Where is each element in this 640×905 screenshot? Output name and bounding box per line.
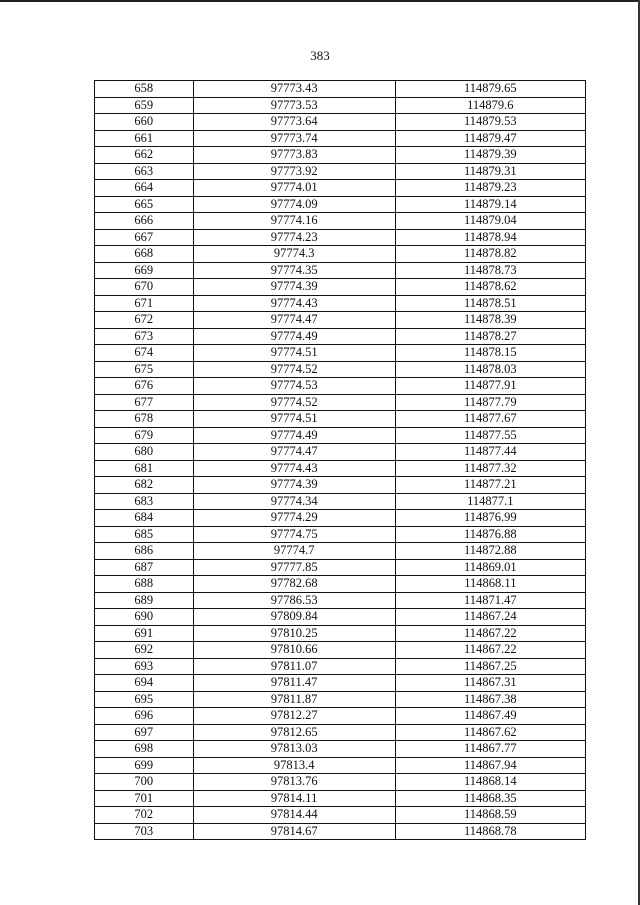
table-row [95,229,586,246]
point-id-cell: 698 [95,741,194,758]
y-coordinate-cell: 114867.38 [395,691,585,708]
y-coordinate-cell: 114878.73 [395,262,585,279]
table-row [95,510,586,527]
table-row [95,741,586,758]
y-coordinate-cell: 114872.88 [395,543,585,560]
table-row [95,444,586,461]
point-id-cell: 672 [95,312,194,329]
table-row [95,130,586,147]
x-coordinate-cell: 97814.44 [193,807,395,824]
table-row [95,328,586,345]
point-id-cell: 697 [95,724,194,741]
table-row [95,576,586,593]
table-row [95,394,586,411]
x-coordinate-cell: 97814.11 [193,790,395,807]
x-coordinate-cell: 97774.39 [193,477,395,494]
point-id-cell: 690 [95,609,194,626]
point-id-cell: 659 [95,97,194,114]
table-row [95,675,586,692]
x-coordinate-cell: 97786.53 [193,592,395,609]
y-coordinate-cell: 114867.22 [395,625,585,642]
point-id-cell: 671 [95,295,194,312]
x-coordinate-cell: 97774.52 [193,394,395,411]
point-id-cell: 695 [95,691,194,708]
table-row [95,114,586,131]
table-row [95,295,586,312]
table-row [95,642,586,659]
table-row [95,691,586,708]
x-coordinate-cell: 97777.85 [193,559,395,576]
table-row [95,246,586,263]
y-coordinate-cell: 114879.65 [395,81,585,98]
y-coordinate-cell: 114878.94 [395,229,585,246]
point-id-cell: 693 [95,658,194,675]
point-id-cell: 678 [95,411,194,428]
y-coordinate-cell: 114879.47 [395,130,585,147]
table-row [95,493,586,510]
point-id-cell: 686 [95,543,194,560]
y-coordinate-cell: 114867.49 [395,708,585,725]
x-coordinate-cell: 97774.47 [193,444,395,461]
y-coordinate-cell: 114877.67 [395,411,585,428]
table-row [95,774,586,791]
table-row [95,609,586,626]
x-coordinate-cell: 97809.84 [193,609,395,626]
point-id-cell: 689 [95,592,194,609]
y-coordinate-cell: 114876.88 [395,526,585,543]
table-row [95,345,586,362]
table-row [95,543,586,560]
y-coordinate-cell: 114877.32 [395,460,585,477]
point-id-cell: 683 [95,493,194,510]
y-coordinate-cell: 114879.53 [395,114,585,131]
y-coordinate-cell: 114868.78 [395,823,585,840]
point-id-cell: 682 [95,477,194,494]
point-id-cell: 669 [95,262,194,279]
y-coordinate-cell: 114867.94 [395,757,585,774]
table-row [95,312,586,329]
y-coordinate-cell: 114867.31 [395,675,585,692]
y-coordinate-cell: 114868.35 [395,790,585,807]
point-id-cell: 692 [95,642,194,659]
x-coordinate-cell: 97810.25 [193,625,395,642]
table-row [95,790,586,807]
x-coordinate-cell: 97810.66 [193,642,395,659]
x-coordinate-cell: 97773.83 [193,147,395,164]
x-coordinate-cell: 97774.52 [193,361,395,378]
scan-border-top [0,0,640,2]
point-id-cell: 666 [95,213,194,230]
x-coordinate-cell: 97774.51 [193,411,395,428]
y-coordinate-cell: 114868.14 [395,774,585,791]
point-id-cell: 702 [95,807,194,824]
y-coordinate-cell: 114879.6 [395,97,585,114]
x-coordinate-cell: 97774.43 [193,460,395,477]
table-row [95,460,586,477]
point-id-cell: 684 [95,510,194,527]
point-id-cell: 688 [95,576,194,593]
table-row [95,526,586,543]
table-row [95,180,586,197]
y-coordinate-cell: 114868.11 [395,576,585,593]
y-coordinate-cell: 114878.82 [395,246,585,263]
y-coordinate-cell: 114867.62 [395,724,585,741]
point-id-cell: 662 [95,147,194,164]
table-row [95,724,586,741]
table-row [95,81,586,98]
y-coordinate-cell: 114877.79 [395,394,585,411]
table-row [95,757,586,774]
point-id-cell: 681 [95,460,194,477]
x-coordinate-cell: 97774.29 [193,510,395,527]
y-coordinate-cell: 114878.27 [395,328,585,345]
point-id-cell: 665 [95,196,194,213]
point-id-cell: 687 [95,559,194,576]
table-row [95,163,586,180]
y-coordinate-cell: 114871.47 [395,592,585,609]
point-id-cell: 673 [95,328,194,345]
point-id-cell: 703 [95,823,194,840]
y-coordinate-cell: 114877.91 [395,378,585,395]
point-id-cell: 701 [95,790,194,807]
table-row [95,625,586,642]
y-coordinate-cell: 114879.31 [395,163,585,180]
y-coordinate-cell: 114867.24 [395,609,585,626]
x-coordinate-cell: 97782.68 [193,576,395,593]
point-id-cell: 699 [95,757,194,774]
point-id-cell: 676 [95,378,194,395]
point-id-cell: 696 [95,708,194,725]
y-coordinate-cell: 114867.25 [395,658,585,675]
y-coordinate-cell: 114879.14 [395,196,585,213]
table-row [95,97,586,114]
point-id-cell: 663 [95,163,194,180]
y-coordinate-cell: 114877.44 [395,444,585,461]
y-coordinate-cell: 114878.51 [395,295,585,312]
coordinate-table-body [95,81,586,840]
point-id-cell: 685 [95,526,194,543]
x-coordinate-cell: 97774.49 [193,427,395,444]
table-row [95,823,586,840]
y-coordinate-cell: 114868.59 [395,807,585,824]
y-coordinate-cell: 114876.99 [395,510,585,527]
x-coordinate-cell: 97812.65 [193,724,395,741]
x-coordinate-cell: 97813.76 [193,774,395,791]
x-coordinate-cell: 97813.4 [193,757,395,774]
point-id-cell: 670 [95,279,194,296]
table-row [95,262,586,279]
y-coordinate-cell: 114878.62 [395,279,585,296]
table-row [95,427,586,444]
x-coordinate-cell: 97774.49 [193,328,395,345]
table-row [95,559,586,576]
x-coordinate-cell: 97774.16 [193,213,395,230]
x-coordinate-cell: 97811.47 [193,675,395,692]
table-row [95,213,586,230]
point-id-cell: 674 [95,345,194,362]
x-coordinate-cell: 97774.34 [193,493,395,510]
point-id-cell: 691 [95,625,194,642]
point-id-cell: 668 [95,246,194,263]
x-coordinate-cell: 97774.75 [193,526,395,543]
table-row [95,279,586,296]
x-coordinate-cell: 97814.67 [193,823,395,840]
y-coordinate-cell: 114878.39 [395,312,585,329]
point-id-cell: 667 [95,229,194,246]
table-row [95,361,586,378]
x-coordinate-cell: 97774.51 [193,345,395,362]
table-row [95,807,586,824]
x-coordinate-cell: 97773.43 [193,81,395,98]
y-coordinate-cell: 114867.77 [395,741,585,758]
x-coordinate-cell: 97812.27 [193,708,395,725]
table-row [95,378,586,395]
y-coordinate-cell: 114878.15 [395,345,585,362]
y-coordinate-cell: 114877.55 [395,427,585,444]
x-coordinate-cell: 97773.92 [193,163,395,180]
point-id-cell: 680 [95,444,194,461]
y-coordinate-cell: 114869.01 [395,559,585,576]
table-row [95,477,586,494]
x-coordinate-cell: 97774.23 [193,229,395,246]
x-coordinate-cell: 97774.3 [193,246,395,263]
point-id-cell: 700 [95,774,194,791]
table-row [95,196,586,213]
x-coordinate-cell: 97774.09 [193,196,395,213]
x-coordinate-cell: 97773.53 [193,97,395,114]
y-coordinate-cell: 114878.03 [395,361,585,378]
y-coordinate-cell: 114879.39 [395,147,585,164]
x-coordinate-cell: 97774.7 [193,543,395,560]
table-row [95,658,586,675]
page-number: 383 [310,48,330,63]
x-coordinate-cell: 97774.01 [193,180,395,197]
point-id-cell: 664 [95,180,194,197]
x-coordinate-cell: 97774.39 [193,279,395,296]
point-id-cell: 661 [95,130,194,147]
table-row [95,147,586,164]
table-row [95,708,586,725]
x-coordinate-cell: 97811.07 [193,658,395,675]
x-coordinate-cell: 97774.47 [193,312,395,329]
table-row [95,592,586,609]
point-id-cell: 694 [95,675,194,692]
point-id-cell: 677 [95,394,194,411]
x-coordinate-cell: 97773.74 [193,130,395,147]
point-id-cell: 660 [95,114,194,131]
x-coordinate-cell: 97774.53 [193,378,395,395]
x-coordinate-cell: 97813.03 [193,741,395,758]
x-coordinate-cell: 97773.64 [193,114,395,131]
y-coordinate-cell: 114879.23 [395,180,585,197]
point-id-cell: 675 [95,361,194,378]
point-id-cell: 658 [95,81,194,98]
table-row [95,411,586,428]
y-coordinate-cell: 114877.1 [395,493,585,510]
y-coordinate-cell: 114877.21 [395,477,585,494]
coordinate-table [94,80,586,840]
point-id-cell: 679 [95,427,194,444]
x-coordinate-cell: 97811.87 [193,691,395,708]
y-coordinate-cell: 114879.04 [395,213,585,230]
x-coordinate-cell: 97774.35 [193,262,395,279]
y-coordinate-cell: 114867.22 [395,642,585,659]
x-coordinate-cell: 97774.43 [193,295,395,312]
